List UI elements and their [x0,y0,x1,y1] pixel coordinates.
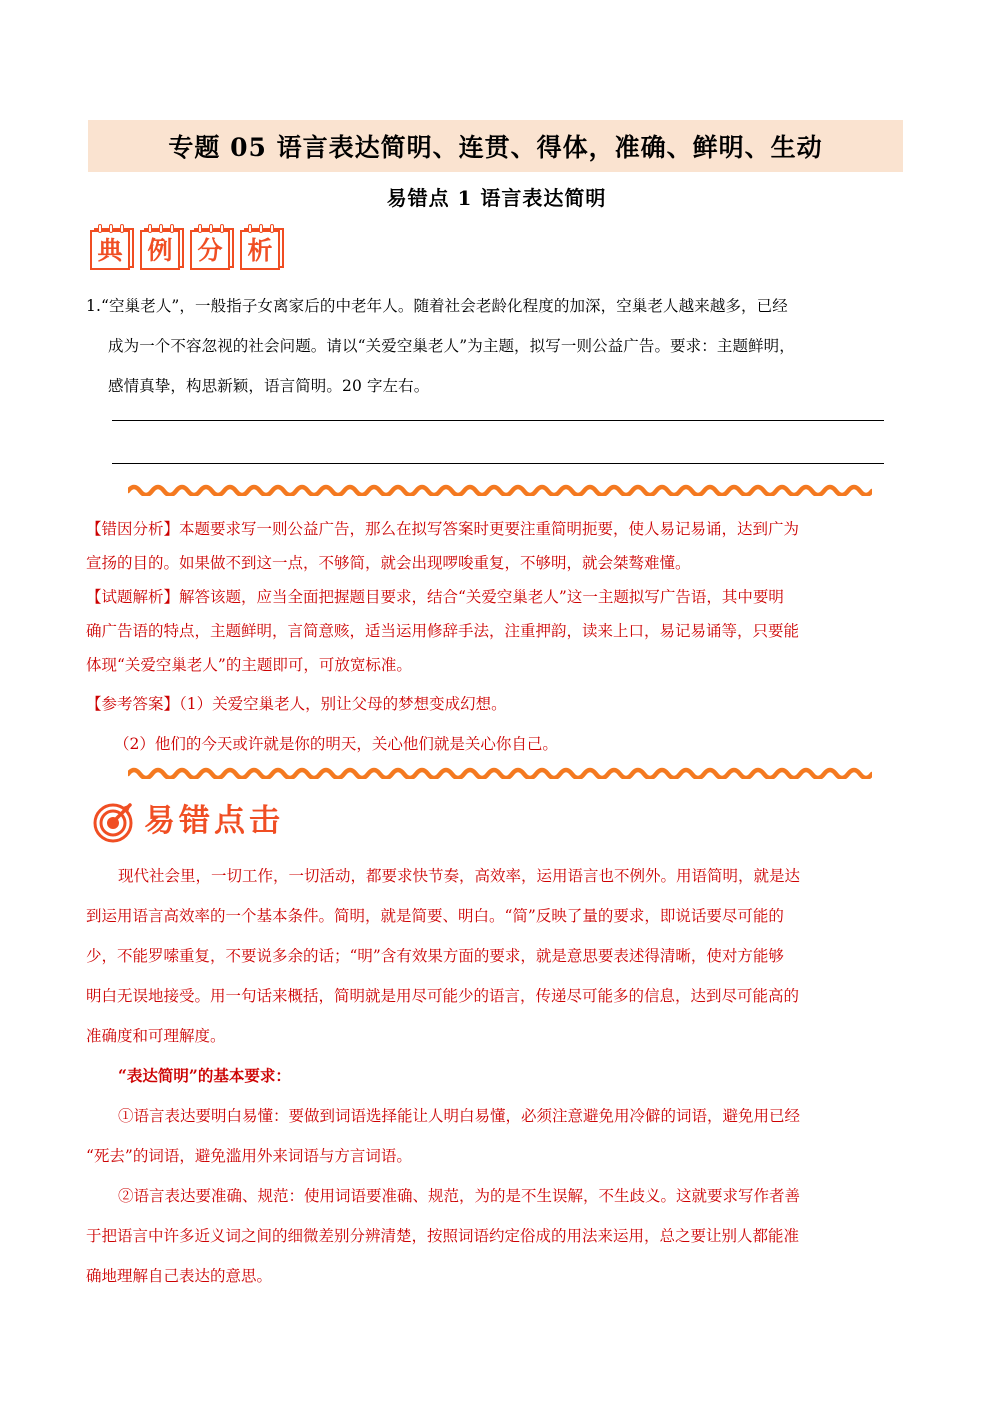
requirement-item-2-line: 确地理解自己表达的意思。 [86,1267,273,1285]
answer-write-line-1 [112,420,884,421]
boxed-char-3 [190,224,237,271]
answer-write-line-2 [112,463,884,464]
requirement-item-2-line: ②语言表达要准确、规范：使用词语要准确、规范，为的是不生误解，不生歧义。这就要求写作者善 [118,1187,801,1205]
box-frame-shape [240,230,280,270]
requirements-title: “表达简明”的基本要求： [118,1066,291,1085]
wavy-divider-bottom [128,765,872,779]
target-dart-icon [92,798,138,844]
boxed-char-4 [240,224,287,271]
page-title: 专题 05 语言表达简明、连贯、得体，准确、鲜明、生动 [168,133,823,162]
error-analysis-line: 宣扬的目的。如果做不到这一点，不够简，就会出现啰唆重复，不够明，就会桀骜难懂。 [86,554,691,572]
reference-answer-line: 【参考答案】（1）关爱空巢老人，别让父母的梦想变成幻想。 [86,695,507,713]
boxed-char-2 [140,224,187,271]
error-analysis-block [86,512,906,580]
box-frame-shape [140,230,180,270]
requirement-item-1-line: ①语言表达要明白易懂：要做到词语选择能让人明白易懂，必须注意避免用冷僻的词语，避免用已经 [118,1107,801,1125]
tips-paragraph-line: 少，不能罗嗦重复，不要说多余的话；“明”含有效果方面的要求，就是意思要表述得清晰，使对方能够 [86,947,784,965]
page-title-banner [88,120,903,172]
tips-paragraph-line: 现代社会里，一切工作，一切活动，都要求快节奏，高效率，运用语言也不例外。用语简明，就是达 [118,867,801,885]
tips-heading-label: 易错点击 [144,802,284,839]
boxed-char-glyph: 典 [97,235,123,265]
question-line: 1.“空巢老人”，一般指子女离家后的中老年人。随着社会老龄化程度的加深，空巢老人越来越多，已经 [86,297,788,315]
requirement-item-2-line: 于把语言中许多近义词之间的细微差别分辨清楚，按照词语约定俗成的用法来运用，总之要让别人都能准 [86,1227,800,1245]
boxed-char-glyph: 例 [147,235,173,265]
tips-section-heading [92,798,284,844]
notepad-rings-icon [95,224,127,233]
tips-paragraph-line: 到运用语言高效率的一个基本条件。简明，就是简要、明白。“简”反映了量的要求，即说话要尽可能的 [86,907,784,925]
tips-paragraph-line: 明白无误地接受。用一句话来概括，简明就是用尽可能少的语言，传递尽可能多的信息，达到尽可能高的 [86,987,800,1005]
reference-answer-line: （2）他们的今天或许就是你的明天，关心他们就是关心你自己。 [114,735,558,753]
example-analysis-heading [90,224,287,271]
question-text [86,286,902,406]
solution-analysis-line: 确广告语的特点，主题鲜明，言简意赅，适当运用修辞手法，注重押韵，读来上口，易记易诵等，只要能 [86,622,800,640]
notepad-rings-icon [145,224,177,233]
tips-paragraph-line: 准确度和可理解度。 [86,1027,226,1045]
wavy-divider-top [128,482,872,496]
error-analysis-line: 【错因分析】本题要求写一则公益广告，那么在拟写答案时更要注重简明扼要，使人易记易诵，达到广为 [86,520,800,538]
box-frame-shape [190,230,230,270]
boxed-char-1 [90,224,137,271]
tips-body-text [86,856,908,1296]
notepad-rings-icon [245,224,277,233]
solution-analysis-line: 体现“关爱空巢老人”的主题即可，可放宽标准。 [86,656,412,674]
boxed-char-glyph: 析 [247,235,273,265]
solution-analysis-line: 【试题解析】解答该题，应当全面把握题目要求，结合“关爱空巢老人”这一主题拟写广告语，其中要明 [86,588,784,606]
section-subtitle: 易错点 1 语言表达简明 [386,186,607,210]
question-line: 成为一个不容忽视的社会问题。请以“关爱空巢老人”为主题，拟写一则公益广告。要求：主题鲜明， [108,337,795,355]
requirement-item-1-line: “死去”的词语，避免滥用外来词语与方言词语。 [86,1147,412,1165]
question-line: 感情真挚，构思新颖，语言简明。20 字左右。 [108,377,430,395]
boxed-char-glyph: 分 [197,235,223,265]
solution-analysis-block [86,580,906,682]
reference-answer-block [86,684,906,764]
box-frame-shape [90,230,130,270]
notepad-rings-icon [195,224,227,233]
